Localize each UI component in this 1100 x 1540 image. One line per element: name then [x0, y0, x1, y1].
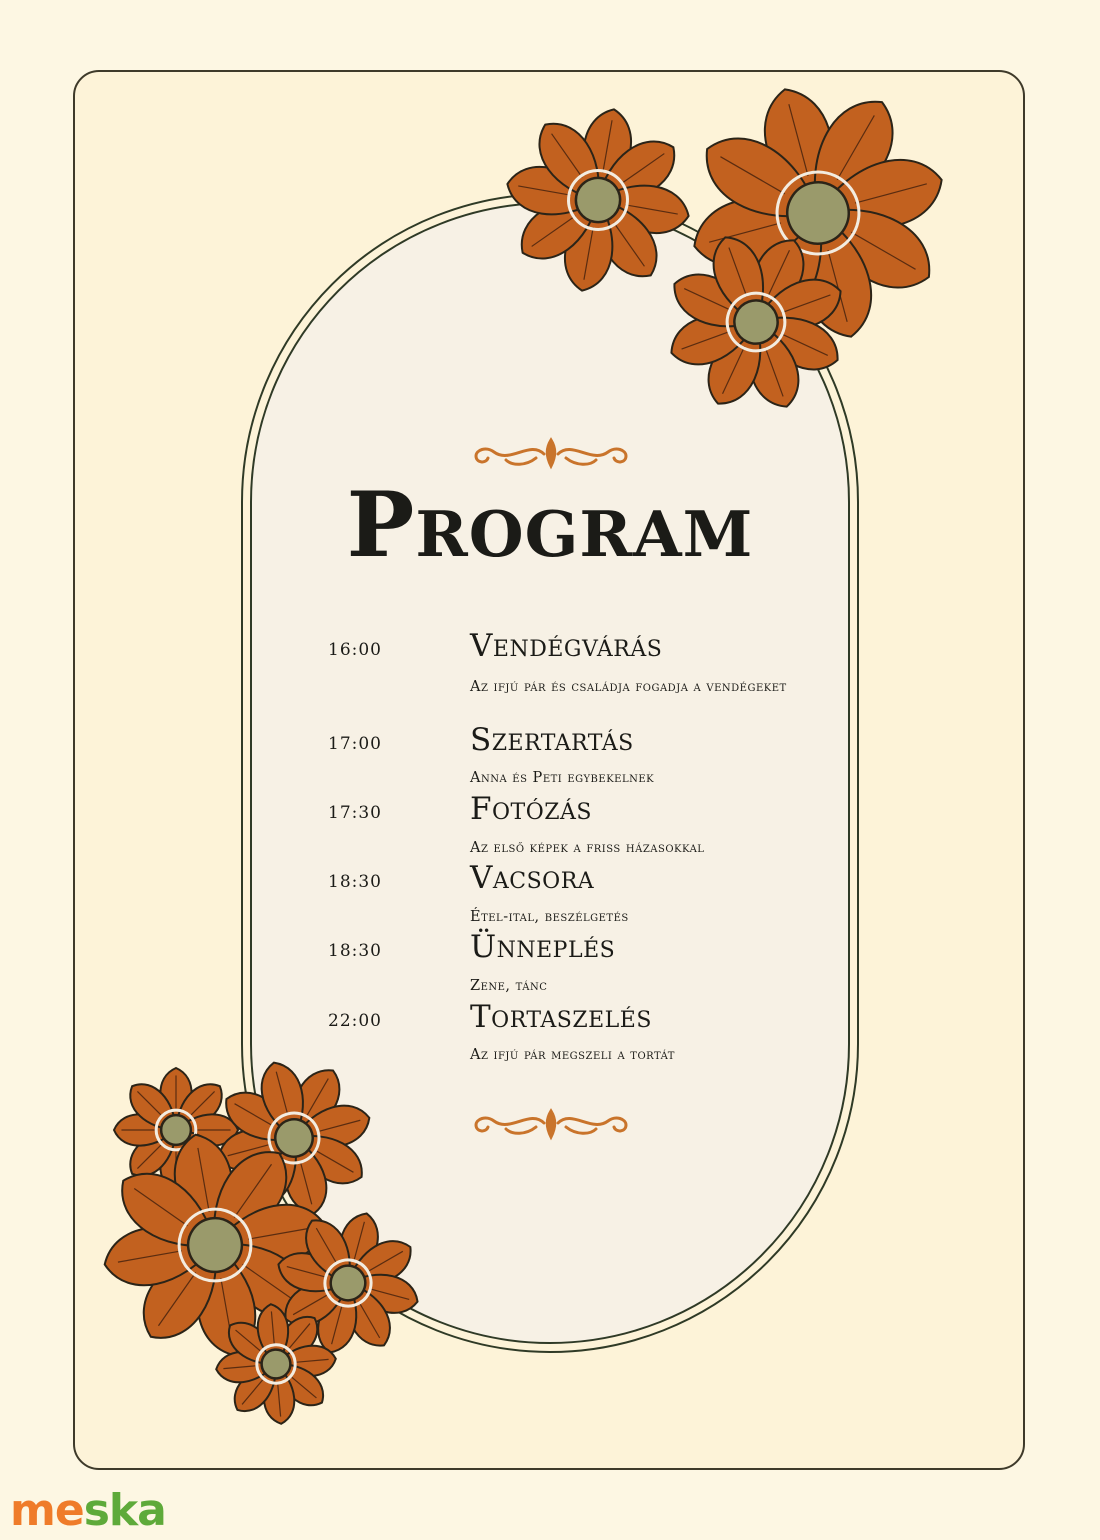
flower-icon [491, 93, 704, 306]
schedule-time: 16:00 [328, 640, 382, 660]
schedule-event: Tortaszelés [470, 999, 652, 1035]
schedule-event: Szertartás [470, 722, 634, 758]
schedule-description: Étel-ital, beszélgetés [470, 909, 629, 925]
schedule-event: Vacsora [470, 860, 595, 896]
schedule-description: Az ifjú pár és családja fogadja a vendégeket [470, 679, 787, 695]
schedule-time: 18:30 [328, 872, 382, 892]
schedule-description: Az első képek a friss házasokkal [470, 840, 705, 856]
schedule-time: 17:30 [328, 803, 382, 823]
schedule-description: Zene, tánc [470, 978, 548, 994]
schedule-time: 22:00 [328, 1011, 382, 1031]
schedule-event: Ünneplés [470, 929, 616, 965]
page-title: Program [346, 472, 754, 578]
schedule-time: 18:30 [328, 941, 382, 961]
schedule-event: Fotózás [470, 791, 593, 827]
meska-logo: meska [10, 1485, 166, 1536]
schedule-description: Az ifjú pár megszeli a tortát [470, 1047, 675, 1063]
schedule-time: 17:00 [328, 734, 382, 754]
schedule-description: Anna és Peti egybekelnek [470, 770, 655, 786]
schedule-event: Vendégvárás [470, 628, 663, 664]
